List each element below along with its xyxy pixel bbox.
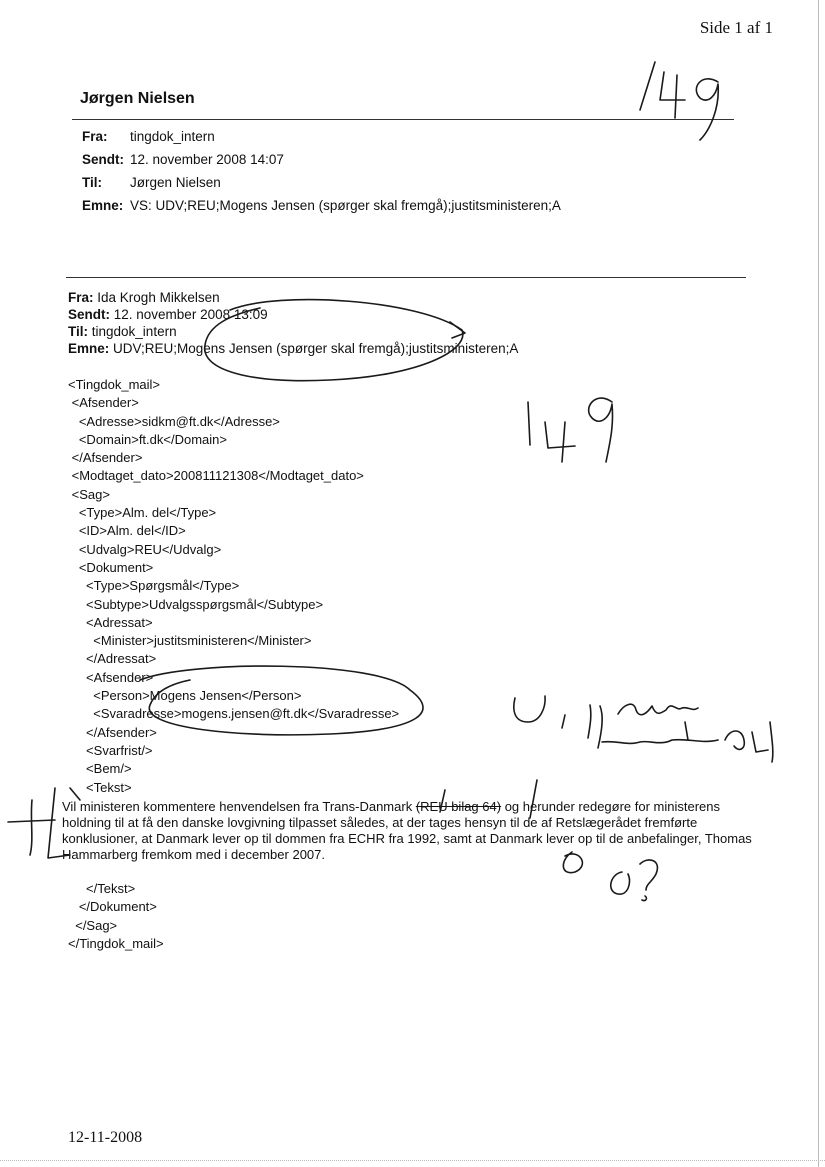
xml-line: </Tekst>: [68, 881, 136, 896]
handwritten-number-mid: [528, 398, 613, 462]
header-sent-label: Sendt:: [82, 152, 124, 167]
xml-line: <Afsender>: [68, 669, 154, 685]
forward-sent-label: Sendt:: [68, 307, 110, 322]
xml-line: <Dokument>: [68, 559, 154, 575]
xml-line: </Dokument>: [68, 899, 157, 915]
footer-date: 12-11-2008: [68, 1129, 143, 1146]
header-to-row: [82, 175, 221, 190]
xml-line: <Tingdok_mail>: [68, 377, 161, 392]
forward-from-label: Fra:: [68, 290, 94, 305]
forward-subject-label: Emne:: [68, 341, 110, 356]
header-to-value: Jørgen Nielsen: [130, 175, 221, 190]
handwritten-question: [611, 860, 658, 901]
forward-subject-row: [68, 340, 518, 357]
header-subject-row: [82, 198, 561, 213]
xml-line: </Afsender>: [68, 450, 143, 466]
header-from-value: tingdok_intern: [130, 129, 215, 144]
page-edge-bottom: [0, 1160, 825, 1161]
xml-line: </Sag>: [68, 917, 118, 933]
forward-to-label: Til:: [68, 324, 88, 339]
xml-line: <Minister>justitsministeren</Minister>: [68, 633, 312, 649]
handwritten-note: [514, 696, 773, 762]
header-from-row: [82, 129, 215, 144]
xml-line: <Tekst>: [68, 779, 132, 795]
question-text: [62, 799, 752, 863]
forward-to-row: [68, 323, 177, 340]
mailbox-owner-name: Jørgen Nielsen: [80, 90, 195, 107]
header-from-label: Fra:: [82, 129, 108, 144]
xml-body-end: [68, 880, 164, 953]
xml-line: <Adressat>: [68, 614, 153, 630]
xml-line: <Bem/>: [68, 761, 132, 777]
forward-to-value: tingdok_intern: [91, 324, 177, 339]
xml-line: <Subtype>Udvalgsspørgsmål</Subtype>: [68, 596, 324, 612]
header-sent-row: [82, 152, 284, 167]
forward-from-row: [68, 289, 220, 306]
xml-line: <Adresse>sidkm@ft.dk</Adresse>: [68, 413, 280, 429]
xml-line: </Adressat>: [68, 651, 157, 667]
xml-line: <Type>Alm. del</Type>: [68, 505, 217, 521]
question-text-part2: og herunder redegøre for ministerens holdning til at få den danske lovgivning tilpasset således, at der tages hensyn til de af Retslægerådet fremførte konklusioner, at Danmark lever op til dommen fra ECHR fra 1992, samt at Danmark lever op til de anbefalinger, Thomas Hammarberg fremkom med i december 2007.: [62, 799, 752, 862]
xml-line: </Tingdok_mail>: [68, 935, 164, 951]
xml-line: </Afsender>: [68, 724, 157, 740]
forward-sent-value: 12. november 2008 13:09: [113, 307, 268, 322]
forward-from-value: Ida Krogh Mikkelsen: [97, 290, 220, 305]
header-sent-value: 12. november 2008 14:07: [130, 152, 284, 167]
xml-line: <Person>Mogens Jensen</Person>: [68, 688, 302, 704]
header-subject-value: VS: UDV;REU;Mogens Jensen (spørger skal fremgå);justitsministeren;A: [130, 198, 561, 213]
xml-line: <Modtaget_dato>200811121308</Modtaget_dato>: [68, 468, 364, 484]
handwritten-number-top: [640, 62, 718, 140]
forward-divider: [66, 277, 746, 278]
xml-line: <Udvalg>REU</Udvalg>: [68, 541, 222, 557]
xml-body: [68, 376, 399, 797]
page-number-label: Side 1 af 1: [699, 18, 773, 37]
question-text-struck: (REU bilag 64): [415, 799, 502, 814]
forward-subject-value: UDV;REU;Mogens Jensen (spørger skal fremgå);justitsministeren;A: [113, 341, 519, 356]
xml-line: <Svaradresse>mogens.jensen@ft.dk</Svaradresse>: [68, 706, 400, 722]
forward-sent-row: [68, 306, 268, 323]
header-to-label: Til:: [82, 175, 102, 190]
header-subject-label: Emne:: [82, 198, 124, 213]
xml-line: <Domain>ft.dk</Domain>: [68, 431, 227, 447]
xml-line: <Svarfrist/>: [68, 742, 153, 758]
xml-line: <Sag>: [68, 486, 110, 502]
question-text-part1: Vil ministeren kommentere henvendelsen fra Trans-Danmark: [62, 799, 416, 814]
xml-line: <Afsender>: [68, 395, 139, 411]
xml-line: <Type>Spørgsmål</Type>: [68, 578, 240, 594]
page-edge-right: [818, 0, 819, 1167]
xml-line: <ID>Alm. del</ID>: [68, 523, 186, 539]
header-divider: [72, 119, 734, 120]
